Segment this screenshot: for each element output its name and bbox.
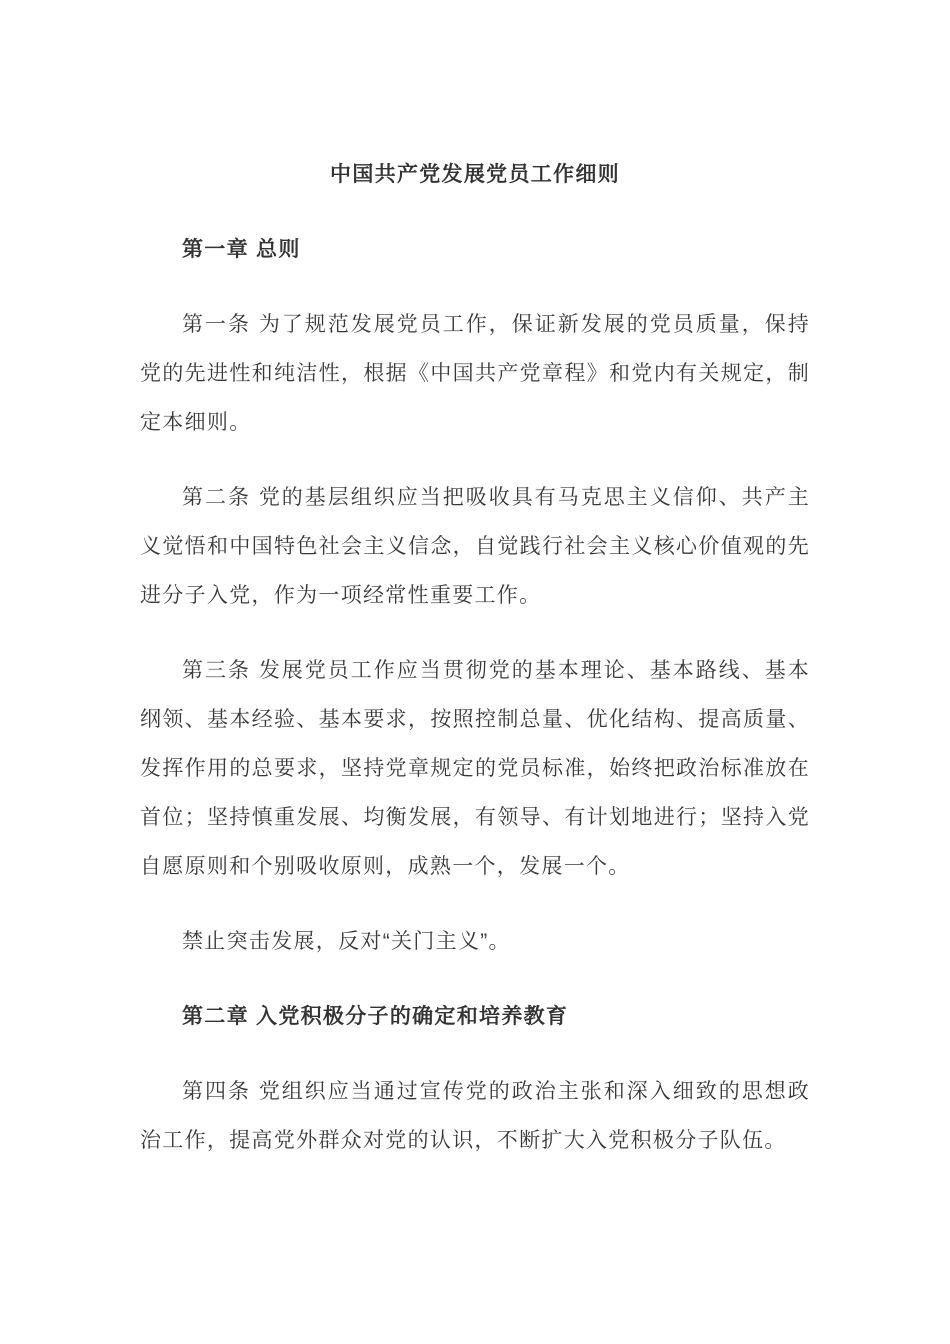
paragraph-article-3: 第三条 发展党员工作应当贯彻党的基本理论、基本路线、基本纲领、基本经验、基本要求，按照控制总量、优化结构、提高质量、发挥作用的总要求，坚持党章规定的党员标准，始终把政治标准放在首位；坚持慎重发展、均衡发展，有领导、有计划地进行；坚持入党自愿原则和个别吸收原则，成熟一个，发展一个。: [140, 659, 810, 878]
paragraph-article-1: 第一条 为了规范发展党员工作，保证新发展的党员质量，保持党的先进性和纯洁性，根据《中国共产党章程》和党内有关规定，制定本细则。: [140, 313, 810, 434]
document-title: 中国共产党发展党员工作细则: [330, 163, 620, 186]
paragraph-note: 禁止突击发展，反对“关门主义”。: [182, 930, 511, 953]
chapter-heading-2: 第二章 入党积极分子的确定和培养教育: [182, 1005, 569, 1028]
paragraph-article-2: 第二条 党的基层组织应当把吸收具有马克思主义信仰、共产主义觉悟和中国特色社会主义信念，自觉践行社会主义核心价值观的先进分子入党，作为一项经常性重要工作。: [140, 486, 810, 607]
paragraph-article-4: 第四条 党组织应当通过宣传党的政治主张和深入细致的思想政治工作，提高党外群众对党的认识，不断扩大入党积极分子队伍。: [140, 1080, 810, 1152]
chapter-heading-1: 第一章 总则: [182, 238, 301, 261]
